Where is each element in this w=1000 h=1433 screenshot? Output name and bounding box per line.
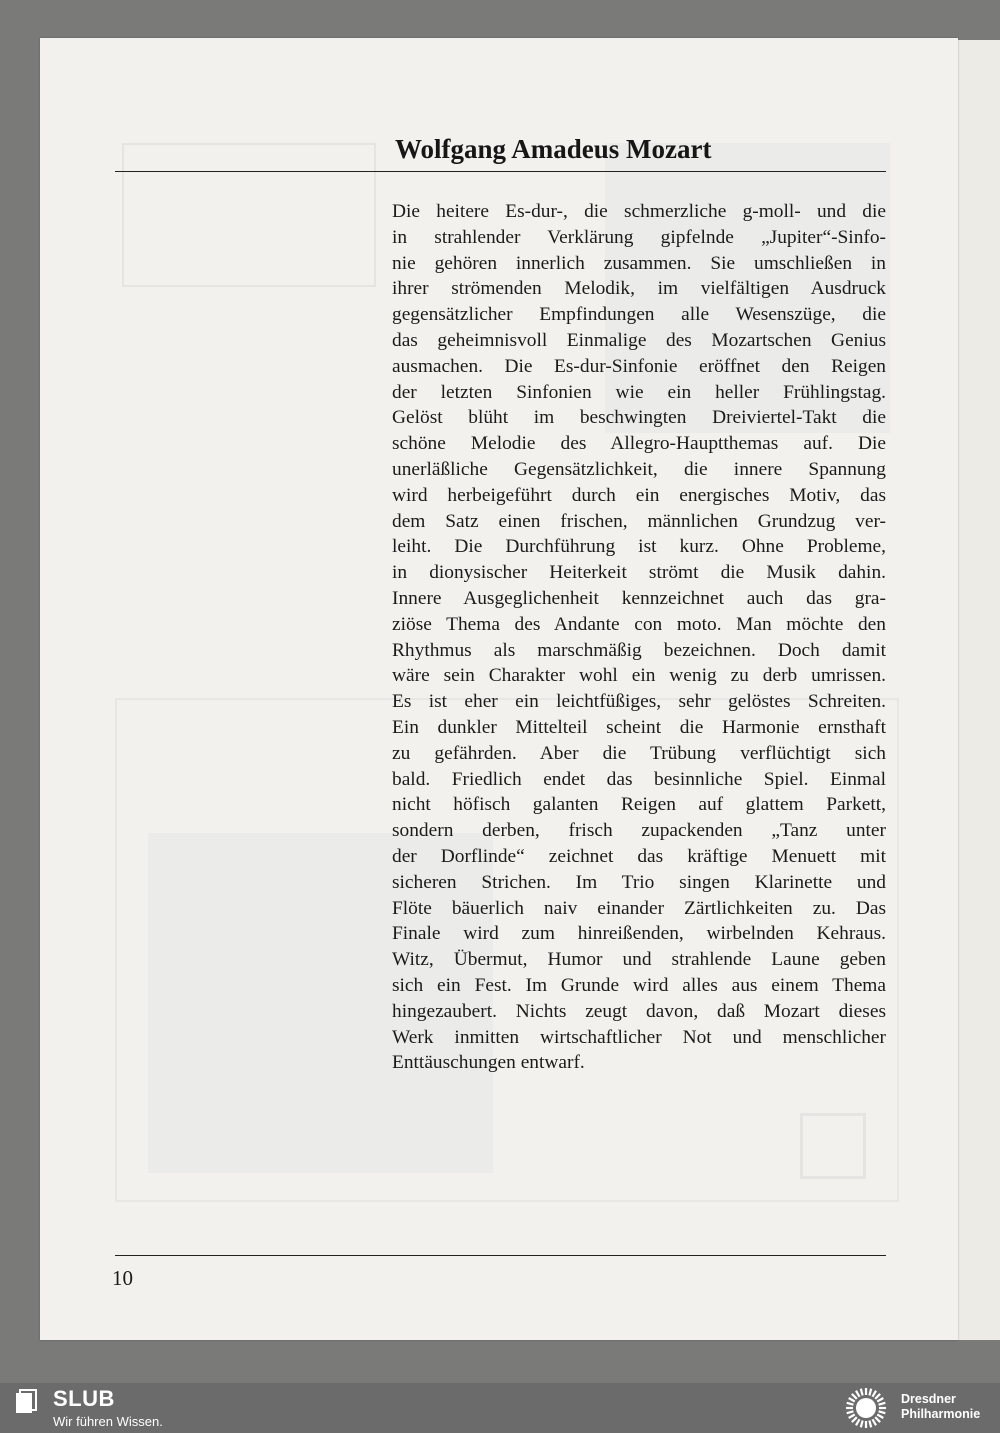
text-line: dem Satz einen frischen, männlichen Grundzug ver- [392,510,886,532]
partner-name-line2: Philharmonie [901,1407,981,1421]
logo-ray [847,1403,854,1405]
text-line: ziöse Thema des Andante con moto. Man möchte den [392,613,886,635]
text-line: Rhythmus als marschmäßig bezeichnen. Doch damit [392,639,886,661]
partner-name-line1: Dresdner [901,1392,956,1406]
text-line: Finale wird zum hinreißenden, wirbelnden Kehraus. [392,923,886,945]
logo-ray [877,1415,883,1419]
show-through-shape [122,143,376,287]
text-line: ihrer strömenden Melodik, im vielfältigen Ausdruck [392,278,886,300]
text-line: sicheren Strichen. Im Trio singen Klarinette und [392,871,886,893]
viewer-footer [0,1383,1000,1433]
text-line: sondern derben, frisch zupackenden „Tanz unter [392,820,886,842]
text-line: das geheimnisvoll Einmalige des Mozartschen Genius [392,329,886,351]
page-title: Wolfgang Amadeus Mozart [395,134,712,164]
text-line: Gelöst blüht im beschwingten Dreiviertel-Takt die [392,407,886,429]
title-divider [115,171,886,172]
text-line: schöne Melodie des Allegro-Hauptthemas auf. Die [392,433,886,455]
logo-ray [861,1389,863,1396]
text-line: wäre sein Charakter wohl ein wenig zu derb umrissen. [392,665,886,687]
text-line: sich ein Fest. Im Grunde wird alles aus einem Thema [392,974,886,996]
document-page [40,38,958,1340]
logo-ray [849,1415,855,1419]
logo-ray [875,1394,880,1399]
text-line: unerläßliche Gegensätzlichkeit, die innere Spannung [392,458,886,480]
logo-ray [873,1419,877,1425]
text-line: zu gefährden. Aber die Trübung verflüchtigt sich [392,742,886,764]
show-through-shape [800,1113,866,1179]
logo-ray [861,1421,863,1428]
text-line: Enttäuschungen entwarf. [392,1052,585,1074]
logo-ray [869,1421,871,1428]
text-line: wird herbeigeführt durch ein energisches Motiv, das [392,484,886,506]
logo-ray [875,1417,880,1422]
body-text [392,199,886,1076]
logo-ray [856,1419,860,1425]
text-line: nie gehören innerlich zusammen. Sie umschließen in [392,252,886,274]
text-line: Werk inmitten wirtschaftlicher Not und menschlicher [392,1026,886,1048]
logo-ray [849,1398,855,1402]
text-line: in strahlender Verklärung gipfelnde „Jupiter“-Sinfo- [392,226,886,248]
text-line: Die heitere Es-dur-, die schmerzliche g-moll- und die [392,201,886,222]
text-line: leiht. Die Durchführung ist kurz. Ohne Probleme, [392,536,886,558]
logo-ray [873,1391,877,1397]
text-line: Innere Ausgeglichenheit kennzeichnet auch das gra- [392,587,886,609]
logo-ray [877,1398,883,1402]
library-name: SLUB [53,1386,115,1411]
text-line: hingezaubert. Nichts zeugt davon, daß Mozart dieses [392,1000,886,1022]
logo-ray [852,1394,857,1399]
library-tagline: Wir führen Wissen. [53,1414,163,1429]
philharmonie-logo-icon [842,1386,890,1430]
logo-ray [869,1389,871,1396]
text-line: Ein dunkler Mittelteil scheint die Harmonie ernsthaft [392,716,886,738]
logo-ray [856,1391,860,1397]
next-page-edge [955,40,1000,1340]
logo-ray [879,1403,886,1405]
text-line: ausmachen. Die Es-dur-Sinfonie eröffnet den Reigen [392,355,886,377]
text-line: Flöte bäuerlich naiv einander Zärtlichkeiten zu. Das [392,897,886,919]
logo-ray [847,1411,854,1413]
text-line: der letzten Sinfonien wie ein heller Frühlingstag. [392,381,886,403]
logo-ray [879,1411,886,1413]
text-line: bald. Friedlich endet das besinnliche Spiel. Einmal [392,768,886,790]
text-line: nicht höfisch galanten Reigen auf glattem Parkett, [392,794,886,816]
slub-logo-icon [14,1389,40,1415]
page-number: 10 [112,1266,133,1290]
logo-ray [852,1417,857,1422]
text-line: der Dorflinde“ zeichnet das kräftige Menuett mit [392,845,886,867]
footer-divider [115,1255,886,1256]
text-line: in dionysischer Heiterkeit strömt die Musik dahin. [392,562,886,584]
text-line: Es ist eher ein leichtfüßiges, sehr gelöstes Schreiten. [392,691,886,713]
text-line: gegensätzlicher Empfindungen alle Wesenszüge, die [392,304,886,326]
text-line: Witz, Übermut, Humor und strahlende Laune geben [392,949,886,971]
